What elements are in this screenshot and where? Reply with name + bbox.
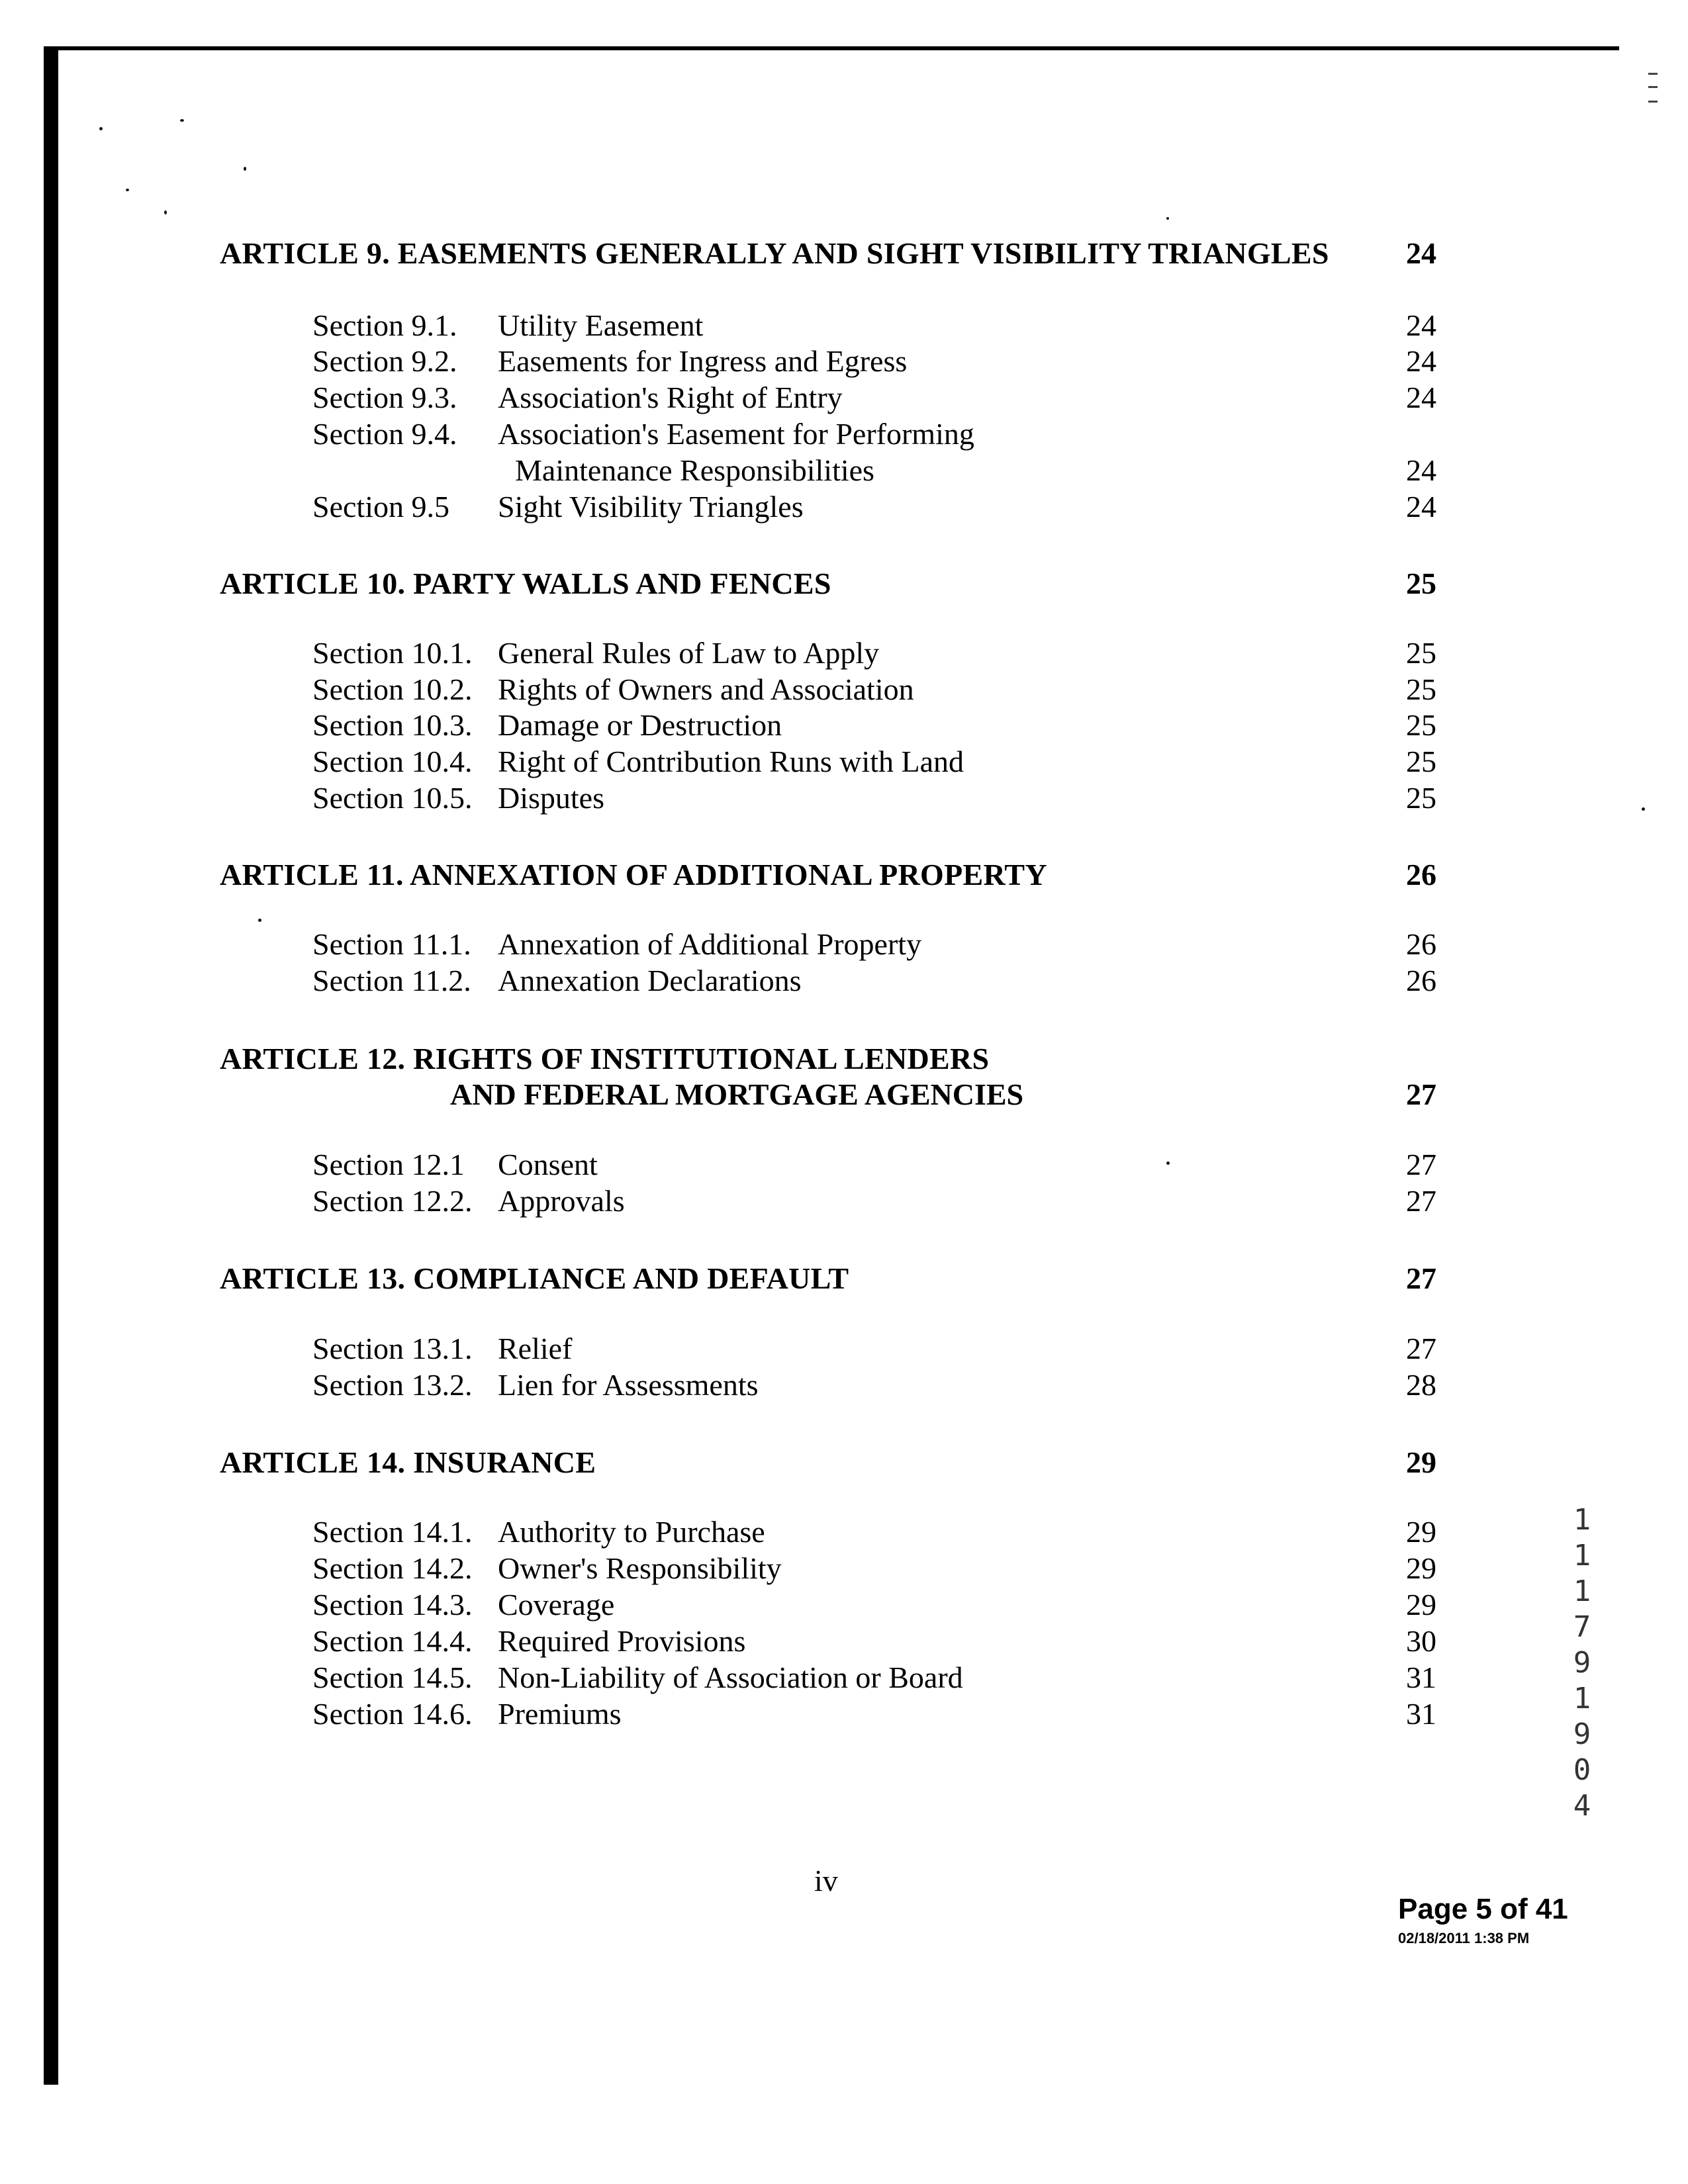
toc-section-line xyxy=(0,1585,1688,1625)
toc-section-line xyxy=(0,670,1688,709)
toc-section-line xyxy=(0,1694,1688,1734)
page-folio: iv xyxy=(814,1864,838,1897)
toc-section-line xyxy=(0,306,1688,345)
section-page-number: 27 xyxy=(1406,1332,1436,1365)
toc-section-line xyxy=(0,1181,1688,1221)
section-number: Section 10.1. xyxy=(312,636,473,670)
article-title-continuation: AND FEDERAL MORTGAGE AGENCIES xyxy=(450,1077,1024,1111)
article-heading-line xyxy=(0,1443,1688,1482)
section-page-number: 24 xyxy=(1406,344,1436,378)
article-title: ARTICLE 12. RIGHTS OF INSTITUTIONAL LENDERS xyxy=(220,1042,990,1075)
article-title: ARTICLE 10. PARTY WALLS AND FENCES xyxy=(220,567,831,600)
section-page-number: 26 xyxy=(1406,927,1436,961)
toc-section-line xyxy=(0,1549,1688,1588)
article-page-number: 27 xyxy=(1406,1261,1436,1295)
section-number: Section 9.4. xyxy=(312,417,457,451)
toc-section-line xyxy=(0,633,1688,673)
section-page-number: 27 xyxy=(1406,1148,1436,1181)
section-number: Section 13.1. xyxy=(312,1332,473,1365)
article-heading-line xyxy=(0,564,1688,604)
section-page-number: 26 xyxy=(1406,964,1436,997)
article-title: ARTICLE 13. COMPLIANCE AND DEFAULT xyxy=(220,1261,849,1295)
section-number: Section 14.1. xyxy=(312,1515,473,1549)
section-title-continuation: Maintenance Responsibilities xyxy=(515,453,874,487)
section-number: Section 14.2. xyxy=(312,1551,473,1585)
recording-page-stamp: Page 5 of 41 xyxy=(1398,1893,1568,1925)
article-heading-line xyxy=(0,234,1688,273)
section-title: Damage or Destruction xyxy=(498,708,782,742)
section-title: Authority to Purchase xyxy=(498,1515,765,1549)
section-page-number: 29 xyxy=(1406,1515,1436,1549)
section-title: Approvals xyxy=(498,1184,625,1218)
section-page-number: 31 xyxy=(1406,1661,1436,1694)
toc-section-line xyxy=(0,378,1688,418)
section-title: Annexation of Additional Property xyxy=(498,927,922,961)
section-title: Easements for Ingress and Egress xyxy=(498,344,908,378)
article-heading-line xyxy=(0,855,1688,895)
section-page-number: 29 xyxy=(1406,1588,1436,1621)
section-title: Association's Easement for Performing xyxy=(498,417,974,451)
section-title: Association's Right of Entry xyxy=(498,381,843,414)
section-page-number: 27 xyxy=(1406,1184,1436,1218)
recording-number-digit: 1 xyxy=(1573,1682,1591,1715)
section-page-number: 31 xyxy=(1406,1697,1436,1731)
article-page-number: 24 xyxy=(1406,236,1436,270)
section-number: Section 10.3. xyxy=(312,708,473,742)
toc-section-line xyxy=(0,1145,1688,1185)
recording-number-digit: 4 xyxy=(1573,1789,1591,1823)
article-page-number: 27 xyxy=(1406,1077,1436,1111)
section-number: Section 11.2. xyxy=(312,964,471,997)
recording-number-digit: 7 xyxy=(1573,1610,1591,1644)
recording-number-digit: 1 xyxy=(1573,1574,1591,1608)
section-number: Section 10.2. xyxy=(312,672,473,706)
section-page-number: 25 xyxy=(1406,672,1436,706)
section-title: Required Provisions xyxy=(498,1624,746,1658)
section-number: Section 14.5. xyxy=(312,1661,473,1694)
section-page-number: 24 xyxy=(1406,490,1436,523)
section-number: Section 14.6. xyxy=(312,1697,473,1731)
toc-section-line xyxy=(0,1621,1688,1661)
recording-number-digit: 9 xyxy=(1573,1717,1591,1751)
article-title: ARTICLE 11. ANNEXATION OF ADDITIONAL PROPERTY xyxy=(220,858,1047,891)
article-page-number: 26 xyxy=(1406,858,1436,891)
section-title: Premiums xyxy=(498,1697,622,1731)
toc-section-line xyxy=(0,414,1688,454)
toc-section-line xyxy=(0,1329,1688,1369)
section-number: Section 12.1 xyxy=(312,1148,465,1181)
section-title: Right of Contribution Runs with Land xyxy=(498,745,964,778)
section-number: Section 11.1. xyxy=(312,927,471,961)
toc-section-line xyxy=(0,341,1688,381)
article-page-number: 29 xyxy=(1406,1445,1436,1479)
section-title: Consent xyxy=(498,1148,598,1181)
section-title: Lien for Assessments xyxy=(498,1368,759,1402)
article-heading-line xyxy=(0,1259,1688,1298)
section-number: Section 9.3. xyxy=(312,381,457,414)
section-number: Section 12.2. xyxy=(312,1184,473,1218)
article-heading-continuation-line xyxy=(0,1075,1688,1115)
toc-section-line xyxy=(0,742,1688,782)
recording-number-digit: 9 xyxy=(1573,1646,1591,1680)
section-title: Rights of Owners and Association xyxy=(498,672,914,706)
recording-number-digit: 0 xyxy=(1573,1753,1591,1787)
section-page-number: 24 xyxy=(1406,308,1436,342)
section-number: Section 13.2. xyxy=(312,1368,473,1402)
article-title: ARTICLE 14. INSURANCE xyxy=(220,1445,596,1479)
section-page-number: 25 xyxy=(1406,708,1436,742)
section-page-number: 25 xyxy=(1406,745,1436,778)
section-page-number: 25 xyxy=(1406,636,1436,670)
toc-section-line xyxy=(0,487,1688,527)
section-number: Section 9.1. xyxy=(312,308,457,342)
recording-number-digit: 1 xyxy=(1573,1539,1591,1572)
toc-section-line xyxy=(0,1365,1688,1405)
section-title: Disputes xyxy=(498,781,604,815)
section-number: Section 9.5 xyxy=(312,490,449,523)
section-number: Section 14.4. xyxy=(312,1624,473,1658)
section-title: Sight Visibility Triangles xyxy=(498,490,804,523)
section-page-number: 24 xyxy=(1406,453,1436,487)
recording-datetime-stamp: 02/18/2011 1:38 PM xyxy=(1398,1930,1530,1946)
section-page-number: 29 xyxy=(1406,1551,1436,1585)
toc-section-line xyxy=(0,1512,1688,1552)
article-title: ARTICLE 9. EASEMENTS GENERALLY AND SIGHT VISIBILITY TRIANGLES xyxy=(220,236,1329,270)
article-heading-line xyxy=(0,1039,1688,1079)
section-page-number: 28 xyxy=(1406,1368,1436,1402)
section-number: Section 9.2. xyxy=(312,344,457,378)
toc-section-line xyxy=(0,705,1688,745)
toc-section-line xyxy=(0,778,1688,818)
section-number: Section 10.5. xyxy=(312,781,473,815)
section-page-number: 24 xyxy=(1406,381,1436,414)
section-page-number: 30 xyxy=(1406,1624,1436,1658)
article-page-number: 25 xyxy=(1406,567,1436,600)
section-title: General Rules of Law to Apply xyxy=(498,636,880,670)
recording-number-digit: 1 xyxy=(1573,1503,1591,1537)
toc-section-line xyxy=(0,961,1688,1001)
section-title: Utility Easement xyxy=(498,308,704,342)
section-title: Non-Liability of Association or Board xyxy=(498,1661,963,1694)
toc-section-continuation-line xyxy=(0,451,1688,490)
section-number: Section 14.3. xyxy=(312,1588,473,1621)
recording-number-vertical xyxy=(1569,1502,1595,1824)
section-page-number: 25 xyxy=(1406,781,1436,815)
section-title: Annexation Declarations xyxy=(498,964,802,997)
section-title: Relief xyxy=(498,1332,573,1365)
section-title: Owner's Responsibility xyxy=(498,1551,782,1585)
section-title: Coverage xyxy=(498,1588,615,1621)
toc-section-line xyxy=(0,925,1688,964)
toc-section-line xyxy=(0,1658,1688,1698)
section-number: Section 10.4. xyxy=(312,745,473,778)
